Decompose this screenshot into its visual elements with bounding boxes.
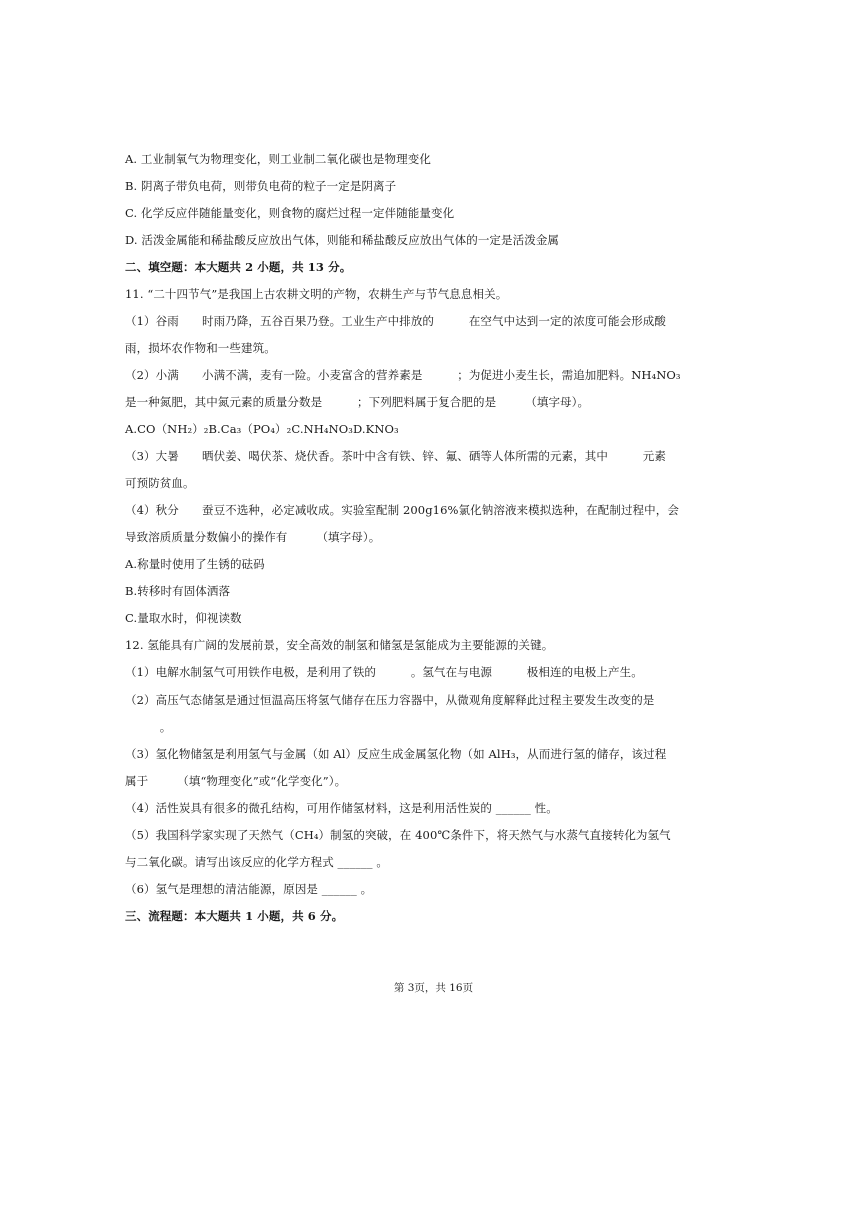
q11-part2-line1: （2）小满 小满不满，麦有一险。小麦富含的营养素是 ；为促进小麦生长，需追加肥料。NH₄NO₃ [125,368,681,382]
q11-part4-line2: 导致溶质质量分数偏小的操作有 （填字母）。 [125,530,381,544]
q11-part1-line1: （1）谷雨 时雨乃降，五谷百果乃登。工业生产中排放的 在空气中达到一定的浓度可能会形成酸 [125,314,667,328]
q12-part3-line1: （3）氢化物储氢是利用氢气与金属（如 Al）反应生成金属氢化物（如 AlH₃，从而进行氢的储存，该过程 [125,747,667,761]
q12-part2-line2: 。 [125,720,172,734]
option-a-line: A. 工业制氧气为物理变化，则工业制二氧化碳也是物理变化 [125,152,431,166]
q11-part4-option-a: A.称量时使用了生锈的砝码 [125,557,265,571]
q11-part4-line1: （4）秋分 蚕豆不选种，必定减收成。实验室配制 200g16%氯化钠溶液来模拟选种，在配制过程中，会 [125,503,679,517]
q12-part4: （4）活性炭具有很多的微孔结构，可用作储氢材料，这是利用活性炭的 ______ 性。 [125,801,558,815]
q12-part1: （1）电解水制氢气可用铁作电极，是利用了铁的 。氢气在与电源 极相连的电极上产生。 [125,665,643,679]
q11-part3-line1: （3）大暑 晒伏姜、喝伏茶、烧伏香。茶叶中含有铁、锌、氟、硒等人体所需的元素，其中 元素 [125,449,667,463]
q11-part4-option-b: B.转移时有固体洒落 [125,584,231,598]
option-c-line: C. 化学反应伴随能量变化，则食物的腐烂过程一定伴随能量变化 [125,206,455,220]
q11-part4-option-c: C.量取水时，仰视读数 [125,611,242,625]
q11-part1-line2: 雨，损坏农作物和一些建筑。 [125,341,276,355]
page-number-footer: 第 3页，共 16页 [393,982,474,994]
q12-part5-line1: （5）我国科学家实现了天然气（CH₄）制氢的突破，在 400℃条件下，将天然气与水蒸气直接转化为氢气 [125,828,671,842]
q11-part2-options: A.CO（NH₂）₂B.Ca₃（PO₄）₂C.NH₄NO₃D.KNO₃ [125,422,399,436]
question-11-stem: 11. “二十四节气”是我国上古农耕文明的产物，农耕生产与节气息息相关。 [125,287,508,301]
q11-part2-line2: 是一种氮肥，其中氮元素的质量分数是 ；下列肥料属于复合肥的是 （填字母）。 [125,395,590,409]
q11-part3-line2: 可预防贫血。 [125,476,195,490]
option-d-line: D. 活泼金属能和稀盐酸反应放出气体，则能和稀盐酸反应放出气体的一定是活泼金属 [125,233,560,247]
section-heading-process: 三、流程题：本大题共 1 小题，共 6 分。 [125,909,344,923]
option-b-line: B. 阴离子带负电荷，则带负电荷的粒子一定是阴离子 [125,179,397,193]
q12-part6: （6）氢气是理想的清洁能源，原因是 ______ 。 [125,882,373,896]
q12-part5-line2: 与二氧化碳。请写出该反应的化学方程式 ______ 。 [125,855,389,869]
section-heading-fill-in: 二、填空题：本大题共 2 小题，共 13 分。 [125,260,352,274]
q12-part3-line2: 属于 （填“物理变化”或“化学变化”）。 [125,774,347,788]
q12-part2-line1: （2）高压气态储氢是通过恒温高压将氢气储存在压力容器中，从微观角度解释此过程主要发生改变的是 [125,693,655,707]
question-12-stem: 12. 氢能具有广阔的发展前景，安全高效的制氢和储氢是氢能成为主要能源的关键。 [125,638,554,652]
